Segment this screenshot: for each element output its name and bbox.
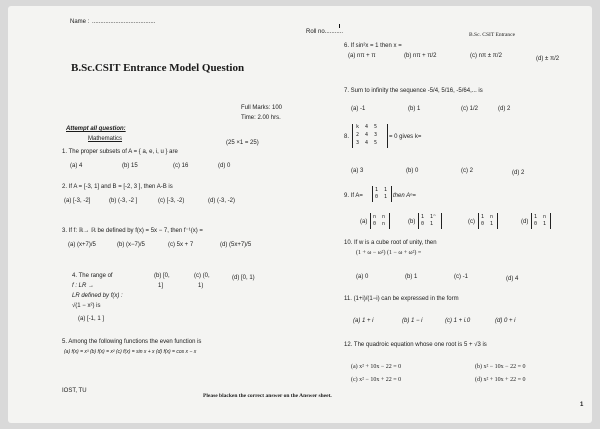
q9-option-d-label: (d) — [521, 219, 529, 225]
q11-option-b: (b) 1 − i — [402, 318, 423, 324]
name-blank: ...................................... — [92, 19, 156, 25]
q3-option-b: (b) (x−7)/5 — [117, 242, 145, 248]
question-7: 7. Sum to infinity the sequence -5/4, 5/16, -5/64,... is — [344, 88, 483, 94]
q8-det-row-3: 3 4 5 — [356, 140, 378, 146]
q2-option-c: (c) [-3, -2) — [158, 198, 185, 204]
q1-option-d: (d) 0 — [218, 163, 231, 169]
q4-option-c-cont: 1) — [198, 283, 204, 289]
question-9-suffix: then Aⁿ= — [393, 193, 416, 199]
q8-option-d: (d) 2 — [512, 170, 525, 176]
q4-option-d: (d) [0, 1) — [232, 275, 255, 281]
q6-option-a: (a) nπ + π — [348, 53, 376, 59]
q12-option-b: (b) x² − 10x − 22 = 0 — [475, 364, 526, 370]
page-title: B.Sc.CSIT Entrance Model Question — [71, 62, 245, 74]
q2-option-a: (a) [-3, -2] — [64, 198, 91, 204]
question-6: 6. If sin²x = 1 then x = — [344, 43, 402, 49]
q9-matrix-row-1: 1 1 — [375, 187, 388, 193]
q3-option-c: (c) 5x + 7 — [168, 242, 194, 248]
q12-option-d: (d) x² + 10x + 22 = 0 — [475, 377, 526, 383]
q10-option-d: (d) 4 — [506, 276, 519, 282]
q11-option-d: (d) 0 + i — [495, 318, 516, 324]
q11-option-a: (a) 1 + i — [353, 318, 374, 324]
question-10: 10. If w is a cube root of unity, then — [344, 240, 437, 246]
page-number: 1 — [580, 402, 584, 408]
section-marks: (25 ×1 = 25) — [226, 140, 259, 146]
q6-option-d: (d) ± π/2 — [536, 56, 560, 62]
time-allowed: Time: 2.00 hrs. — [241, 115, 281, 121]
q8-determinant — [352, 124, 388, 148]
question-3: 3. If f: ℝ→ ℝ be defined by f(x) = 5x − 7, then f⁻¹(x) = — [62, 228, 203, 234]
full-marks: Full Marks: 100 — [241, 105, 283, 111]
q7-option-b: (b) 1 — [408, 106, 421, 112]
q9-a-row-1: n n — [373, 214, 386, 220]
q9-b-row-2: 0 1 — [421, 221, 434, 227]
question-4-line-2: f : LR → — [72, 283, 95, 289]
instructions: Attempt all question: — [66, 126, 126, 132]
footer-institution: IOST, TU — [62, 388, 87, 394]
question-11: 11. (1+i)/(1−i) can be expressed in the form — [344, 296, 459, 302]
q9-option-b-label: (b) — [408, 219, 416, 225]
q9-option-a-label: (a) — [360, 219, 368, 225]
question-8-suffix: = 0 gives k= — [389, 134, 422, 140]
question-9-prefix: 9. If A= — [344, 193, 363, 199]
q8-option-c: (c) 2 — [461, 168, 473, 174]
q11-option-c: (c) 1 + i.0 — [445, 318, 471, 324]
q9-option-b-matrix — [418, 213, 442, 229]
scan-mark — [339, 24, 340, 28]
question-1: 1. The proper subsets of A = { a, e, i, u } are — [62, 149, 178, 155]
exam-paper — [8, 6, 592, 423]
q5-options: (a) f(x) = x³ (b) f(x) = x² (c) f(x) = sin x + x (d) f(x) = cos x − x — [64, 349, 197, 355]
q9-c-row-1: 1 n — [481, 214, 494, 220]
q2-option-d: (d) (-3, -2) — [208, 198, 235, 204]
q9-matrix-row-2: 0 1 — [375, 194, 388, 200]
question-4-line-3: LR defined by f(x) : — [72, 293, 123, 299]
q8-det-row-2: 2 4 3 — [356, 132, 378, 138]
q9-c-row-2: 0 1 — [481, 221, 494, 227]
section-name: Mathematics — [88, 136, 123, 142]
q9-option-a-matrix — [370, 213, 390, 229]
roll-label: Roll no........... — [306, 29, 344, 35]
question-8-number: 8. — [344, 134, 350, 140]
name-label: Name : — [70, 19, 90, 25]
q9-option-c-label: (c) — [468, 219, 475, 225]
q9-option-d-matrix — [531, 213, 551, 229]
q9-d-row-2: 0 1 — [534, 221, 547, 227]
q4-option-c: (c) (0, — [194, 273, 210, 279]
q7-option-a: (a) -1 — [351, 106, 366, 112]
q2-option-b: (b) (-3, -2 ] — [109, 198, 138, 204]
q10-option-b: (b) 1 — [405, 274, 418, 280]
footer-instruction: Please blacken the correct answer on the Answer sheet. — [203, 393, 332, 399]
q9-matrix — [372, 186, 392, 202]
q1-option-b: (b) 15 — [122, 163, 138, 169]
q9-option-c-matrix — [478, 213, 498, 229]
q4-option-a: (a) [-1, 1 ] — [78, 316, 105, 322]
question-12: 12. The quadroic equation whose one root is 5 + √3 is — [344, 342, 487, 348]
question-10-expression: (1 + ω − ω²) (1 − ω + ω²) = — [356, 250, 422, 256]
q9-a-row-2: 0 n — [373, 221, 386, 227]
q8-option-b: (b) 0 — [406, 168, 419, 174]
q10-option-c: (c) -1 — [454, 274, 468, 280]
q1-option-c: (c) 16 — [173, 163, 189, 169]
q8-option-a: (a) 3 — [351, 168, 364, 174]
q7-option-d: (d) 2 — [498, 106, 511, 112]
q6-option-c: (c) nπ ± π/2 — [470, 53, 502, 59]
question-4-line-4: √(1 − x²) is — [72, 303, 101, 309]
q7-option-c: (c) 1/2 — [461, 106, 479, 112]
q10-option-a: (a) 0 — [356, 274, 369, 280]
q4-option-b: (b) [0, — [154, 273, 170, 279]
q3-option-d: (d) (5x+7)/5 — [220, 242, 252, 248]
q9-d-row-1: 1 n — [534, 214, 547, 220]
q3-option-a: (a) (x+7)/5 — [68, 242, 96, 248]
q1-option-a: (a) 4 — [70, 163, 83, 169]
q9-b-row-1: 1 1ⁿ — [421, 214, 437, 220]
q12-option-a: (a) x² + 10x − 22 = 0 — [351, 364, 402, 370]
q4-option-b-cont: 1] — [158, 283, 164, 289]
question-5: 5. Among the following functions the even function is — [62, 339, 202, 345]
q12-option-c: (c) x² − 10x + 22 = 0 — [351, 377, 402, 383]
question-4-line-1: 4. The range of — [72, 273, 113, 279]
question-2: 2. If A = [-3, 1] and B = [-2, 3 ], then A-B is — [62, 184, 173, 190]
q6-option-b: (b) nπ + π/2 — [404, 53, 437, 59]
exam-label: B.Sc. CSIT Entrance — [469, 32, 516, 38]
q8-det-row-1: k 4 5 — [356, 124, 378, 130]
